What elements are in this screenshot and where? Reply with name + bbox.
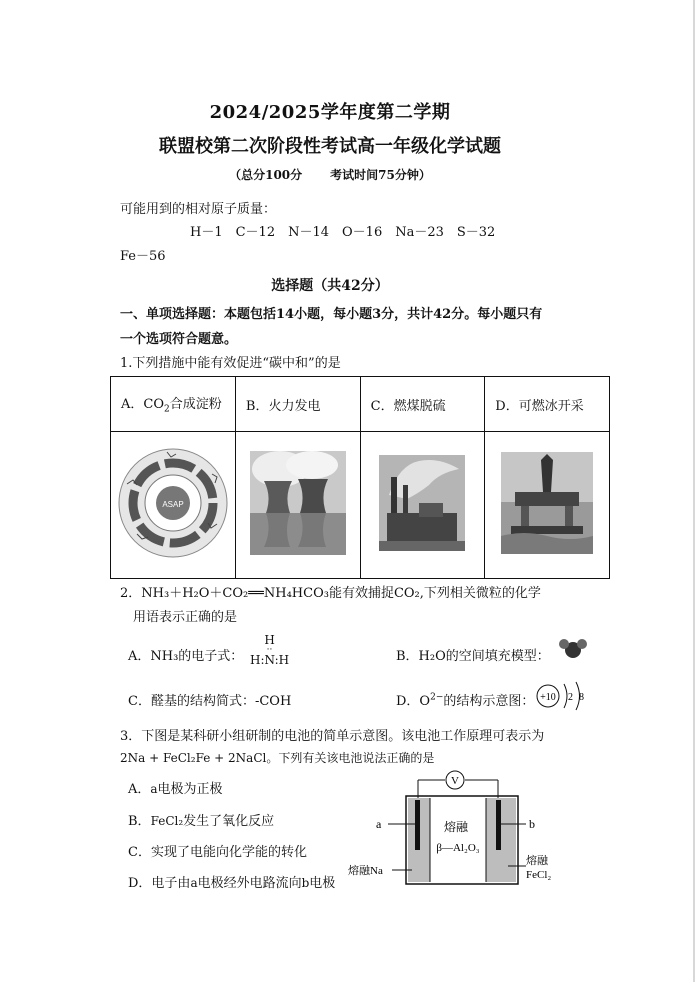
starch-diagram-center-text: ASAP [162,500,184,509]
starch-synthesis-diagram-icon [117,444,229,562]
oxide-nucleus-charge: +10 [540,692,556,703]
q1-image-cell-d [485,432,610,579]
diagram-center-bottom: β—Al₂O₃ [436,842,480,854]
atomic-mass-line1: H－1 C－12 N－14 O－16 Na－23 S－32 [190,225,496,240]
q1-option-c[interactable]: C．燃煤脱硫 [360,377,485,432]
exam-time: 考试时间75分钟） [330,168,431,182]
section-instructions-2: 一个选项符合题意。 [120,332,238,347]
molten-fecl2-label-top: 熔融 [526,855,548,867]
offshore-rig-photo-icon [501,452,593,554]
section-title: 选择题（共42分） [271,278,389,294]
total-score: （总分100分 [229,168,303,182]
q1-option-a[interactable]: A．$CO_2$合成淀粉 [111,377,236,432]
voltmeter-label: V [451,775,459,787]
atomic-mass-intro: 可能用到的相对原子质量： [120,202,277,217]
exam-meta [0,166,660,183]
q2-option-b[interactable]: B．H₂O的空间填充模型： [396,649,550,664]
q3-stem-2: 2Na + FeCl₂Fe + 2NaCl。下列有关该电池说法正确的是 [120,751,435,765]
q1-image-cell-b [235,432,360,579]
q1-option-b[interactable]: B．火力发电 [235,377,360,432]
q1-stem: 1.下列措施中能有效促进“碳中和”的是 [120,356,341,371]
q3-option-b[interactable]: B．FeCl₂发生了氧化反应 [128,814,275,829]
q3-option-c[interactable]: C．实现了电能向化学能的转化 [128,845,307,860]
oxide-shell-1: 2 [568,692,573,703]
molten-na-label: 熔融Na [348,865,383,877]
electrode-b-label: b [529,817,535,831]
electrode-a-label: a [376,817,382,831]
exam-year-term: 2024/2025学年度第二学期 [209,102,451,123]
coal-plant-photo-icon [379,455,465,551]
atomic-mass-line2: Fe－56 [120,249,166,264]
q3-option-d[interactable]: D．电子由a电极经外电路流向b电极 [128,876,336,891]
q3-option-a[interactable]: A．a电极为正极 [128,782,223,797]
q1-options-table [110,376,610,579]
section-instructions-1: 一、单项选择题：本题包括14小题，每小题3分，共计42分。每小题只有 [120,307,543,322]
oxide-ion-structure-diagram [534,680,594,712]
nh3-electron-formula: H ·· H:N:H [250,633,290,667]
q2-option-c[interactable]: C．醛基的结构简式：-COH [128,694,292,709]
q1-image-cell-c [360,432,485,579]
cooling-towers-photo-icon [250,451,346,555]
q2-stem-1: 2．NH₃＋H₂O＋CO₂══NH₄HCO₃能有效捕捉CO₂,下列相关微粒的化学 [120,586,541,601]
water-space-filling-model-icon [558,636,588,662]
q2-stem-2: 用语表示正确的是 [133,610,238,625]
exam-title: 联盟校第二次阶段性考试高一年级化学试题 [159,136,501,157]
q2-option-a[interactable]: A．NH₃的电子式： [128,649,244,664]
battery-cell-diagram [348,768,563,890]
q2-option-d[interactable]: D．$O^{2-}$的结构示意图： [396,692,535,709]
oxide-shell-2: 8 [579,692,584,703]
diagram-center-top: 熔融 [443,820,469,834]
q1-image-cell-a [111,432,236,579]
q3-stem-1: 3．下图是某科研小组研制的电池的简单示意图。该电池工作原理可表示为 [120,729,545,744]
q1-option-d[interactable]: D．可燃冰开采 [485,377,610,432]
molten-fecl2-label-bottom: FeCl₂ [526,869,552,881]
